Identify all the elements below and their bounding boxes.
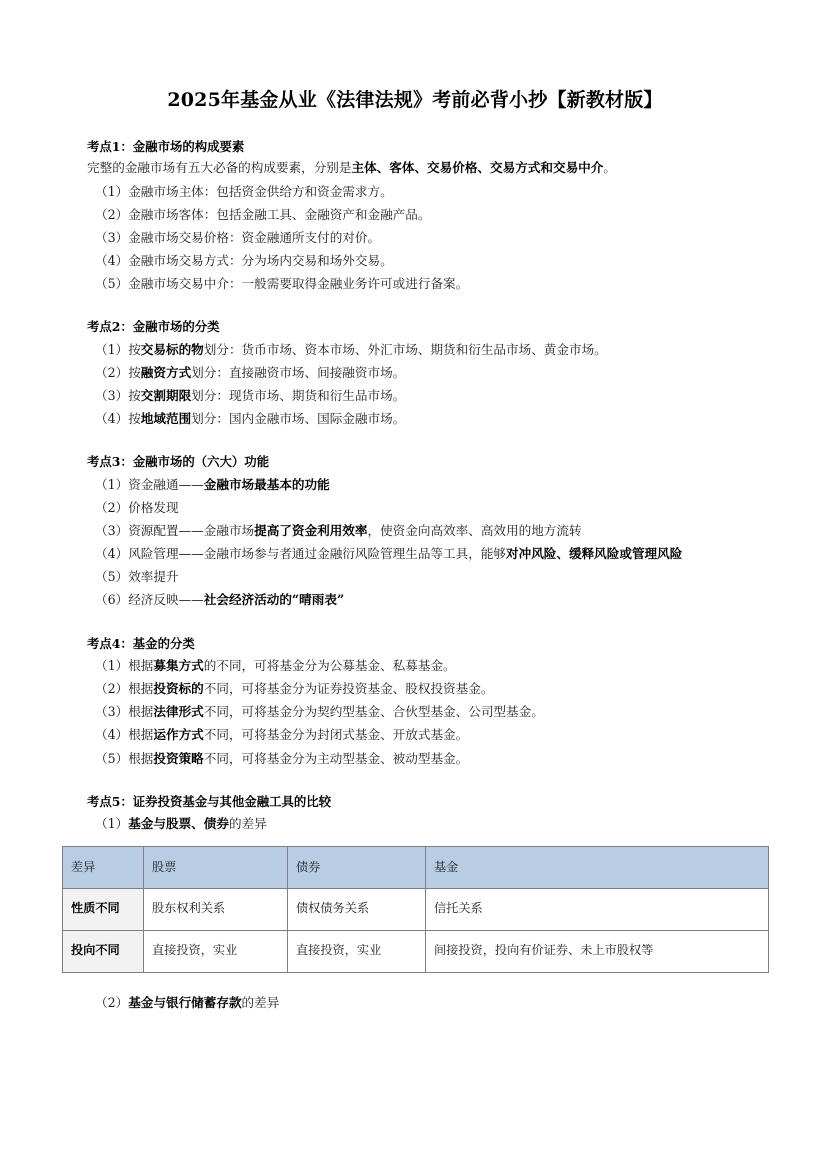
- item-post: 的不同，可将基金分为公募基金、私募基金。: [203, 657, 456, 673]
- item-number: （5）: [95, 276, 129, 292]
- spacer: [62, 430, 768, 452]
- item-number: （5）: [95, 569, 129, 585]
- item-bold: 投资标的: [153, 681, 204, 697]
- spacer: [62, 770, 768, 792]
- item-pre: 根据: [128, 727, 154, 743]
- item-post: 划分：现货市场、期货和衍生品市场。: [191, 388, 406, 404]
- section-kaodian-4: [62, 634, 768, 770]
- item-number: （1）: [95, 815, 129, 831]
- item-post: 不同，可将基金分为主动型基金、被动型基金。: [203, 750, 469, 766]
- list-item: [62, 407, 768, 430]
- table-column-header-stock: 股票: [144, 847, 288, 889]
- table-cell: 间接投资，投向有价证券、未上市股权等: [426, 931, 769, 973]
- item-pre: 效率提升: [128, 569, 179, 585]
- table-body: [63, 889, 769, 973]
- list-item: [62, 747, 768, 770]
- item-bold: 地域范围: [140, 411, 192, 427]
- table-column-header-difference: 差异: [63, 847, 144, 889]
- table-cell: 股东权利关系: [144, 889, 288, 931]
- table-cell: 直接投资，实业: [288, 931, 426, 973]
- list-item: [62, 654, 768, 677]
- item-text: 金融市场客体：包括金融工具、金融资产和金融产品。: [128, 206, 431, 222]
- item-number: （2）: [95, 499, 129, 515]
- document-content: [62, 0, 768, 1014]
- item-post: 不同，可将基金分为证券投资基金、股权投资基金。: [203, 681, 494, 697]
- item-pre: 按: [128, 341, 141, 357]
- item-bold: 法律形式: [153, 704, 204, 720]
- item-number: （2）: [95, 364, 129, 380]
- item-number: （3）: [95, 522, 129, 538]
- item-number: （4）: [95, 411, 129, 427]
- table-row-header: 投向不同: [63, 931, 144, 973]
- list-item: [62, 473, 768, 496]
- item-pre: 根据: [128, 681, 154, 697]
- item-bold: 对冲风险、缓释风险或管理风险: [506, 546, 683, 562]
- spacer: [62, 612, 768, 634]
- section-intro-paragraph: [62, 157, 768, 180]
- item-number: （4）: [95, 253, 129, 269]
- section-kaodian-2: [62, 317, 768, 430]
- item-post: ，使资金向高效率、高效用的地方流转: [367, 522, 582, 538]
- item-pre: 风险管理——金融市场参与者通过金融衍风险管理生品等工具，能够: [128, 546, 507, 562]
- item-bold: 提高了资金利用效率: [254, 522, 368, 538]
- list-item: [62, 496, 768, 519]
- list-item: [62, 272, 768, 295]
- item-pre: 价格发现: [128, 499, 179, 515]
- spacer: [62, 295, 768, 317]
- item-pre: 按: [128, 411, 141, 427]
- item-bold: 交割期限: [140, 388, 192, 404]
- item-pre: 资源配置——金融市场: [128, 522, 255, 538]
- table-header-row: [63, 847, 769, 889]
- item-number: （1）: [95, 341, 129, 357]
- list-item: [62, 588, 768, 611]
- section-heading: 考点1：金融市场的构成要素: [87, 138, 245, 154]
- intro-bold: 主体、客体、交易价格、交易方式和交易中介: [351, 159, 604, 175]
- table-header: [63, 847, 769, 889]
- list-item: [62, 384, 768, 407]
- section-heading: 考点2：金融市场的分类: [87, 319, 220, 335]
- item-number: （6）: [95, 592, 129, 608]
- item-post: 不同，可将基金分为契约型基金、合伙型基金、公司型基金。: [203, 704, 544, 720]
- item-pre: 根据: [128, 657, 154, 673]
- list-item: [62, 338, 768, 361]
- list-item: [62, 723, 768, 746]
- intro-pre: 完整的金融市场有五大必备的构成要素，分别是: [87, 159, 352, 175]
- list-item: [62, 519, 768, 542]
- list-item: [62, 180, 768, 203]
- item-bold: 运作方式: [153, 727, 204, 743]
- item-number: （5）: [95, 750, 129, 766]
- item-pre: 根据: [128, 750, 154, 766]
- item-number: （2）: [95, 681, 129, 697]
- item-number: （4）: [95, 727, 129, 743]
- section-heading: 考点4：基金的分类: [87, 635, 195, 651]
- table-cell: 信托关系: [426, 889, 769, 931]
- item-number: （3）: [95, 388, 129, 404]
- item-pre: 根据: [128, 704, 154, 720]
- table-column-header-bond: 债券: [288, 847, 426, 889]
- item-number: （1）: [95, 476, 129, 492]
- item-number: （3）: [95, 229, 129, 245]
- item-pre: 按: [128, 364, 141, 380]
- item-number: （2）: [95, 995, 129, 1011]
- item-bold: 融资方式: [140, 364, 192, 380]
- section-kaodian-1: [62, 137, 768, 296]
- item-bold: 募集方式: [153, 657, 204, 673]
- spacer: [62, 115, 768, 137]
- item-bold: 基金与股票、债券: [128, 815, 229, 831]
- list-item: [62, 991, 768, 1014]
- intro-post: 。: [603, 159, 616, 175]
- list-item: [62, 700, 768, 723]
- item-pre: 资金融通——: [128, 476, 204, 492]
- item-post: 划分：货币市场、资本市场、外汇市场、期货和衍生品市场、黄金市场。: [203, 341, 607, 357]
- item-text: 金融市场交易中介：一般需要取得金融业务许可或进行备案。: [128, 276, 469, 292]
- list-item: [62, 565, 768, 588]
- item-text: 金融市场交易价格：资金融通所支付的对价。: [128, 229, 381, 245]
- list-item: [62, 203, 768, 226]
- item-text: 金融市场交易方式：分为场内交易和场外交易。: [128, 253, 393, 269]
- list-item: [62, 677, 768, 700]
- item-number: （4）: [95, 546, 129, 562]
- item-number: （1）: [95, 183, 129, 199]
- item-pre: 按: [128, 388, 141, 404]
- table-cell: 直接投资，实业: [144, 931, 288, 973]
- list-item: [62, 226, 768, 249]
- section-heading: 考点3：金融市场的（六大）功能: [87, 454, 270, 470]
- item-number: （1）: [95, 657, 129, 673]
- item-number: （3）: [95, 704, 129, 720]
- item-bold: 社会经济活动的“晴雨表”: [203, 592, 345, 608]
- item-bold: 交易标的物: [140, 341, 204, 357]
- table-row: [63, 931, 769, 973]
- item-post: 的差异: [228, 815, 267, 831]
- item-post: 的差异: [241, 995, 280, 1011]
- item-pre: 经济反映——: [128, 592, 204, 608]
- list-item: [62, 249, 768, 272]
- section-heading: 考点5：证券投资基金与其他金融工具的比较: [87, 793, 332, 809]
- table-row-header: 性质不同: [63, 889, 144, 931]
- item-number: （2）: [95, 206, 129, 222]
- page-title: 2025年基金从业《法律法规》考前必背小抄【新教材版】: [167, 89, 663, 111]
- list-item: [62, 542, 768, 565]
- item-bold: 基金与银行储蓄存款: [128, 995, 242, 1011]
- list-item: [62, 361, 768, 384]
- table-column-header-fund: 基金: [426, 847, 769, 889]
- comparison-table: [62, 846, 769, 973]
- item-post: 不同，可将基金分为封闭式基金、开放式基金。: [203, 727, 469, 743]
- item-text: 金融市场主体：包括资金供给方和资金需求方。: [128, 183, 393, 199]
- item-bold: 投资策略: [153, 750, 204, 766]
- item-post: 划分：直接融资市场、间接融资市场。: [191, 364, 406, 380]
- item-bold: 金融市场最基本的功能: [203, 476, 330, 492]
- table-row: [63, 889, 769, 931]
- section-kaodian-5: [62, 792, 768, 1015]
- item-post: 划分：国内金融市场、国际金融市场。: [191, 411, 406, 427]
- section-kaodian-3: [62, 452, 768, 611]
- table-cell: 债权债务关系: [288, 889, 426, 931]
- list-item: [62, 812, 768, 835]
